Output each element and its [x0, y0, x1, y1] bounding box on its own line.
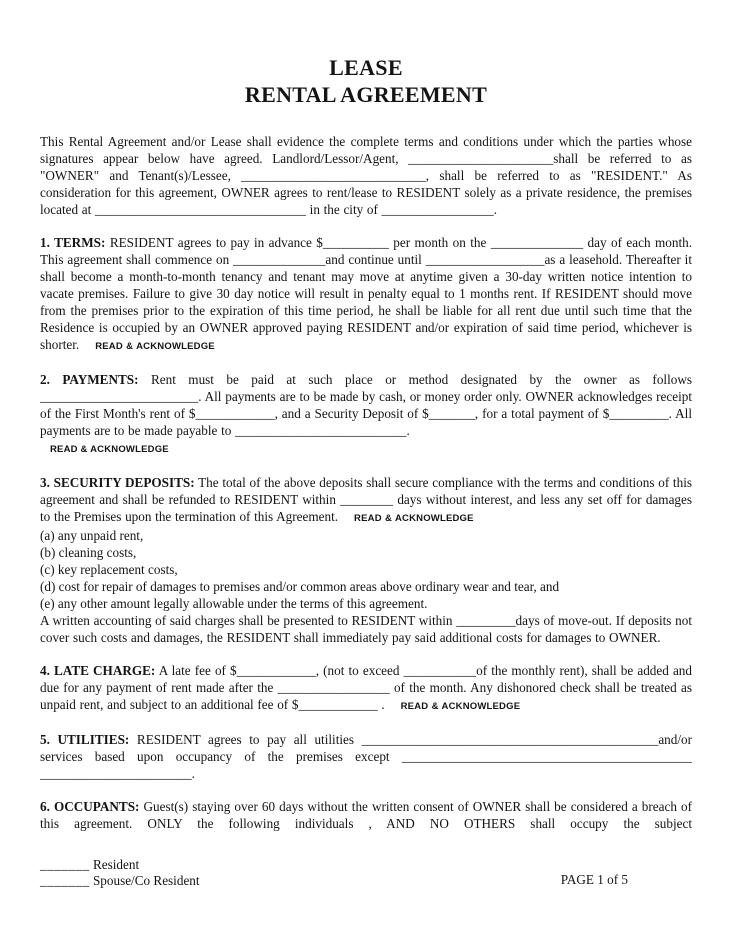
section-security-deposits: [40, 474, 692, 646]
intro-section: [40, 133, 692, 218]
section-terms-body: RESIDENT agrees to pay in advance $__________ per month on the ______________ day of each month. This agreement shall commence on ______________and continue until __________________as a leasehold. Thereafter it shall become a month-to-month tenancy and tenant may move at anytime given a 30-day written notice intention to vacate premises. Failure to give 30 day notice will result in penalty equal to 1 months rent. If RESIDENT should move from the premises prior to the expiration of this time period, he shall be liable for all rent due until such time that the Residence is occupied by an OWNER approved paying RESIDENT and/or expiration of said time period, whichever is shorter.: [40, 235, 692, 352]
section-payments-heading: 2. PAYMENTS:: [40, 372, 139, 387]
section-occupants-paragraph: [40, 798, 692, 832]
section-terms-paragraph: [40, 234, 692, 355]
section-utilities-paragraph: [40, 731, 692, 782]
section-payments-paragraph: [40, 371, 692, 439]
section-late-charge-heading: 4. LATE CHARGE:: [40, 663, 156, 678]
payments-ack-row: [50, 439, 692, 458]
read-acknowledge-label: READ & ACKNOWLEDGE: [400, 701, 521, 712]
section-occupants-heading: 6. OCCUPANTS:: [40, 799, 140, 814]
section-utilities-body: RESIDENT agrees to pay all utilities _____________________________________________and/or services based upon occupancy of the premises except ____________________________________________ _______________________.: [40, 732, 693, 781]
security-deduction-list: [40, 527, 692, 612]
section-utilities-heading: 5. UTILITIES:: [40, 732, 130, 747]
resident-signature-row: [40, 857, 692, 873]
read-acknowledge-label: READ & ACKNOWLEDGE: [50, 444, 169, 455]
section-utilities: [40, 731, 692, 782]
title-line-lease: LEASE: [329, 55, 403, 80]
spouse-signature-label: Spouse/Co Resident: [92, 873, 200, 888]
title-line-rental-agreement: RENTAL AGREEMENT: [244, 82, 488, 107]
list-item-cleaning-costs: (b) cleaning costs,: [40, 545, 137, 560]
section-occupants-body: Guest(s) staying over 60 days without the written consent of OWNER shall be considered a breach of this agreement. ONLY the following individuals , AND NO OTHERS shall occupy the subject: [40, 799, 692, 831]
document-title: [40, 54, 692, 108]
section-payments-body: Rent must be paid at such place or method designated by the owner as follows ________________________. All payments are to be made by cash, or money order only. OWNER acknowledges receipt of the First Month's rent of $____________, and a Security Deposit of $_______, for a total payment of $_________. All payments are to be made payable to __________________________.: [40, 372, 692, 438]
section-security-paragraph: [40, 474, 692, 527]
page-footer: [40, 857, 692, 889]
section-payments: [40, 371, 692, 458]
section-security-heading: 3. SECURITY DEPOSITS:: [40, 475, 195, 490]
intro-paragraph: This Rental Agreement and/or Lease shall evidence the complete terms and conditions under which the parties whose signatures appear below have agreed. Landlord/Lessor/Agent, ______________________shall be referred to as "OWNER" and Tenant(s)/Lessee, ____________________________, shall be referred to as "RESIDENT." As consideration for this agreement, OWNER agrees to rent/lease to RESIDENT solely as a private residence, the premises located at ________________________________ in the city of _________________.: [40, 134, 692, 217]
spouse-signature-line: _______: [40, 873, 90, 888]
list-item-repair-damages: (d) cost for repair of damages to premises and/or common areas above ordinary wear and tear, and: [40, 579, 560, 594]
section-late-charge: [40, 662, 692, 715]
section-terms: [40, 234, 692, 355]
resident-signature-label: Resident: [92, 857, 140, 872]
list-item-unpaid-rent: (a) any unpaid rent,: [40, 528, 144, 543]
section-terms-heading: 1. TERMS:: [40, 235, 106, 250]
list-item-key-replacement: (c) key replacement costs,: [40, 562, 178, 577]
section-security-body: The total of the above deposits shall secure compliance with the terms and conditions of this agreement and shall be refunded to RESIDENT within ________ days without interest, and less any set off for damages to the Premises upon the termination of this Agreement.: [40, 475, 692, 524]
section-late-charge-paragraph: [40, 662, 692, 715]
document-content: [40, 54, 692, 848]
section-occupants: [40, 798, 692, 832]
read-acknowledge-label: READ & ACKNOWLEDGE: [95, 341, 215, 352]
list-item-other-amounts: (e) any other amount legally allowable under the terms of this agreement.: [40, 596, 428, 611]
resident-signature-line: _______: [40, 857, 90, 872]
section-late-charge-body: A late fee of $____________, (not to exceed ___________of the monthly rent), shall be added and due for any payment of rent made after the _________________ of the month. Any dishonored check shall be treated as unpaid rent, and subject to an additional fee of $____________ .: [40, 663, 692, 712]
read-acknowledge-label: READ & ACKNOWLEDGE: [354, 513, 474, 524]
section-security-continuation: A written accounting of said charges shall be presented to RESIDENT within _________days of move-out. If deposits not cover such costs and damages, the RESIDENT shall immediately pay said additional costs for damages to OWNER.: [40, 613, 692, 645]
page-number: PAGE 1 of 5: [560, 872, 628, 887]
